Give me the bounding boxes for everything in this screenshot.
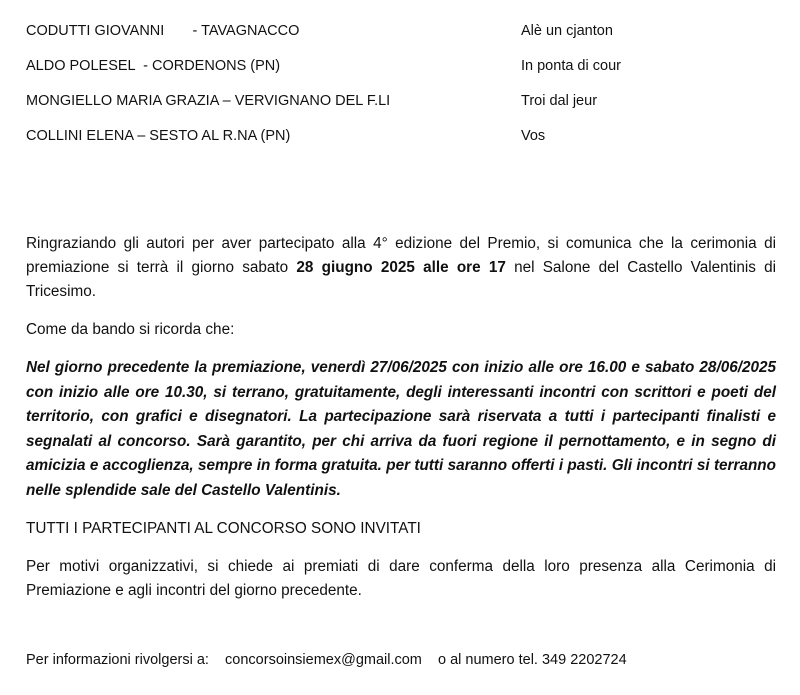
contact-footer [26,652,627,668]
ceremony-text-start: Ringraziando gli autori per aver partecipato alla 4° edizione del Premio, si comunica che la cerimonia di premiazione si terrà il giorno sabato [26,235,776,276]
reminder-paragraph: Come da bando si ricorda che: [26,321,235,338]
entries-list [26,20,786,160]
entry-title: In ponta di cour [521,58,621,74]
ceremony-text-end: nel Salone del Castello Valentinis di Tricesimo. [26,259,776,300]
entry-row [26,55,786,90]
program-paragraph: Nel giorno precedente la premiazione, venerdì 27/06/2025 con inizio alle ore 16.00 e sabato 28/06/2025 con inizio alle ore 10.30, si terrano, gratuitamente, degli interessanti incontri con scrittori e poeti del territorio, con grafici e disegnatori. La partecipazione sarà riservata a tutti i partecipanti finalisti e segnalati al concorso. Sarà garantito, per chi arriva da fuori regione il pernottamento, e in segno di amicizia e accoglienza, sempre in forma gratuita. per tutti saranno offerti i pasti. Gli incontri si terranno nelle splendide sale del Castello Valentinis. [26,359,776,499]
entry-author: COLLINI ELENA – SESTO AL R.NA (PN) [26,128,291,144]
invited-paragraph: TUTTI I PARTECIPANTI AL CONCORSO SONO INVITATI [26,520,421,537]
entry-title: Alè un cjanton [521,23,613,39]
entry-row [26,20,786,55]
contact-label: Per informazioni rivolgersi a: [26,652,226,668]
confirm-paragraph: Per motivi organizzativi, si chiede ai premiati di dare conferma della loro presenza alla Cerimonia di Premiazione e agli incontri del giorno precedente. [26,558,776,599]
entry-row [26,90,786,125]
announcement-body [26,232,776,617]
ceremony-paragraph [26,232,776,304]
entry-author: CODUTTI GIOVANNI - TAVAGNACCO [26,23,300,39]
entry-title: Troi dal jeur [521,93,598,109]
ceremony-date: 28 giugno 2025 alle ore 17 [296,259,506,276]
entry-title: Vos [521,128,546,144]
entry-author: ALDO POLESEL - CORDENONS (PN) [26,58,281,74]
entry-author: MONGIELLO MARIA GRAZIA – VERVIGNANO DEL F.LI [26,93,391,109]
entry-row [26,125,786,160]
contact-phone: o al numero tel. 349 2202724 [421,652,627,668]
contact-email[interactable]: concorsoinsiemex@gmail.com [225,652,422,668]
